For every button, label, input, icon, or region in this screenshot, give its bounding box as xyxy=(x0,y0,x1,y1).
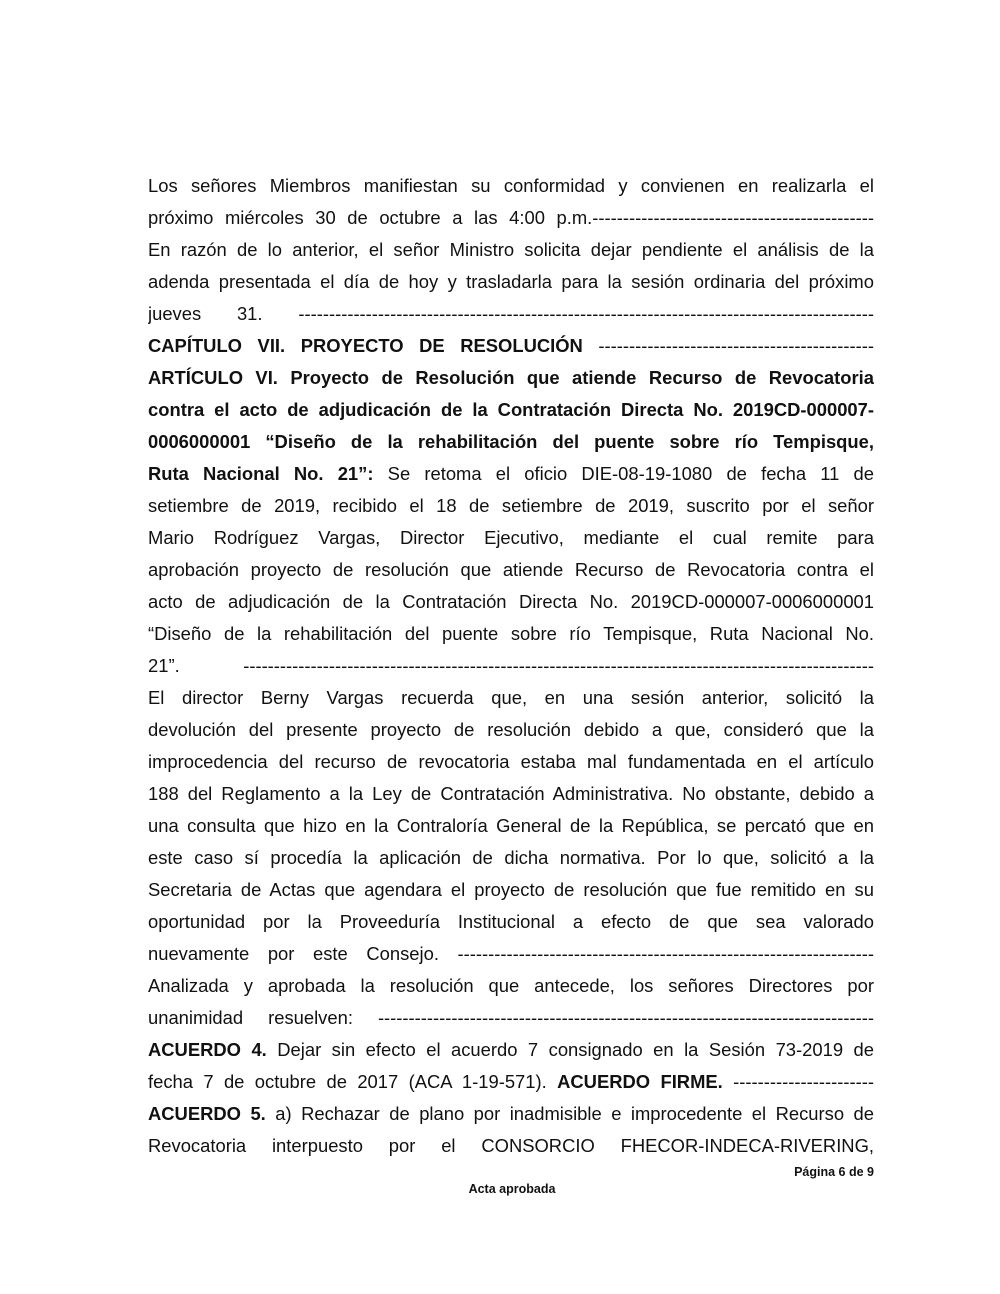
text: En razón de lo anterior, el señor Ministro solicita dejar pendiente el análisis de la xyxy=(148,239,874,260)
text: Secretaria de Actas que agendara el proyecto de resolución que fue remitido en su xyxy=(148,879,874,900)
bold-text: ACUERDO 5. xyxy=(148,1103,266,1124)
text-line xyxy=(148,650,874,682)
text: jueves 31. ---------------------------------------------------------------------------------------------- xyxy=(148,303,874,324)
text: unanimidad resuelven: --------------------------------------------------------------------------------- xyxy=(148,1007,874,1028)
text-line xyxy=(148,1034,874,1066)
text-line xyxy=(148,618,874,650)
text-line xyxy=(148,906,874,938)
text: El director Berny Vargas recuerda que, en una sesión anterior, solicitó la xyxy=(148,687,874,708)
text-line xyxy=(148,1098,874,1130)
text-line xyxy=(148,266,874,298)
text: setiembre de 2019, recibido el 18 de setiembre de 2019, suscrito por el señor xyxy=(148,495,874,516)
bold-text: ARTÍCULO VI. Proyecto de Resolución que atiende Recurso de Revocatoria xyxy=(148,367,874,388)
text: este caso sí procedía la aplicación de dicha normativa. Por lo que, solicitó a la xyxy=(148,847,874,868)
text-line xyxy=(148,298,874,330)
text: acto de adjudicación de la Contratación Directa No. 2019CD-000007-0006000001 xyxy=(148,591,874,612)
text-line xyxy=(148,586,874,618)
text-line xyxy=(148,810,874,842)
text-line xyxy=(148,1130,874,1162)
bold-text: ACUERDO FIRME. xyxy=(557,1071,723,1092)
text-line xyxy=(148,362,874,394)
bold-text: contra el acto de adjudicación de la Contratación Directa No. 2019CD-000007- xyxy=(148,399,874,420)
text: Analizada y aprobada la resolución que antecede, los señores Directores por xyxy=(148,975,874,996)
text-line xyxy=(148,234,874,266)
text: una consulta que hizo en la Contraloría General de la República, se percató que en xyxy=(148,815,874,836)
text-line xyxy=(148,714,874,746)
text-line xyxy=(148,202,874,234)
text: Se retoma el oficio DIE-08-19-1080 de fecha 11 de xyxy=(373,463,874,484)
text: ----------------------- xyxy=(722,1071,874,1092)
document-status: Acta aprobada xyxy=(468,1182,556,1196)
text-line xyxy=(148,458,874,490)
text-line xyxy=(148,522,874,554)
text-line xyxy=(148,746,874,778)
text: 188 del Reglamento a la Ley de Contratación Administrativa. No obstante, debido a xyxy=(148,783,874,804)
text: --------------------------------------------- xyxy=(582,335,874,356)
document-body xyxy=(148,170,874,1162)
text: a) Rechazar de plano por inadmisible e improcedente el Recurso de xyxy=(265,1103,874,1124)
text: improcedencia del recurso de revocatoria estaba mal fundamentada en el artículo xyxy=(148,751,874,772)
text: Revocatoria interpuesto por el CONSORCIO FHECOR-INDECA-RIVERING, xyxy=(148,1135,874,1156)
text: próximo miércoles 30 de octubre a las 4:00 p.m.---------------------------------------------- xyxy=(148,207,874,228)
text: Mario Rodríguez Vargas, Director Ejecutivo, mediante el cual remite para xyxy=(148,527,874,548)
text: nuevamente por este Consejo. -------------------------------------------------------------------- xyxy=(148,943,874,964)
text: oportunidad por la Proveeduría Institucional a efecto de que sea valorado xyxy=(148,911,874,932)
text-line xyxy=(148,842,874,874)
text-line xyxy=(148,874,874,906)
text: devolución del presente proyecto de resolución debido a que, consideró que la xyxy=(148,719,874,740)
text-line xyxy=(148,938,874,970)
text-line xyxy=(148,426,874,458)
text: 21”. ------------------------------------------------------------------------------------------------------- xyxy=(148,655,874,676)
text-line xyxy=(148,778,874,810)
text-line xyxy=(148,1066,874,1098)
text: Los señores Miembros manifiestan su conformidad y convienen en realizarla el xyxy=(148,175,874,196)
bold-text: Ruta Nacional No. 21”: xyxy=(148,463,374,484)
text-line xyxy=(148,394,874,426)
text-line xyxy=(148,1002,874,1034)
bold-text: ACUERDO 4. xyxy=(148,1039,267,1060)
page-number: Página 6 de 9 xyxy=(794,1165,874,1179)
text: Dejar sin efecto el acuerdo 7 consignado en la Sesión 73-2019 de xyxy=(266,1039,874,1060)
text: adenda presentada el día de hoy y trasladarla para la sesión ordinaria del próximo xyxy=(148,271,874,292)
text-line xyxy=(148,170,874,202)
text-line xyxy=(148,970,874,1002)
text: “Diseño de la rehabilitación del puente sobre río Tempisque, Ruta Nacional No. xyxy=(148,623,874,644)
text-line xyxy=(148,330,874,362)
text: fecha 7 de octubre de 2017 (ACA 1-19-571). xyxy=(148,1071,558,1092)
bold-text: CAPÍTULO VII. PROYECTO DE RESOLUCIÓN xyxy=(148,335,583,356)
text-line xyxy=(148,490,874,522)
text: aprobación proyecto de resolución que atiende Recurso de Revocatoria contra el xyxy=(148,559,874,580)
text-line xyxy=(148,682,874,714)
text-line xyxy=(148,554,874,586)
bold-text: 0006000001 “Diseño de la rehabilitación del puente sobre río Tempisque, xyxy=(148,431,874,452)
